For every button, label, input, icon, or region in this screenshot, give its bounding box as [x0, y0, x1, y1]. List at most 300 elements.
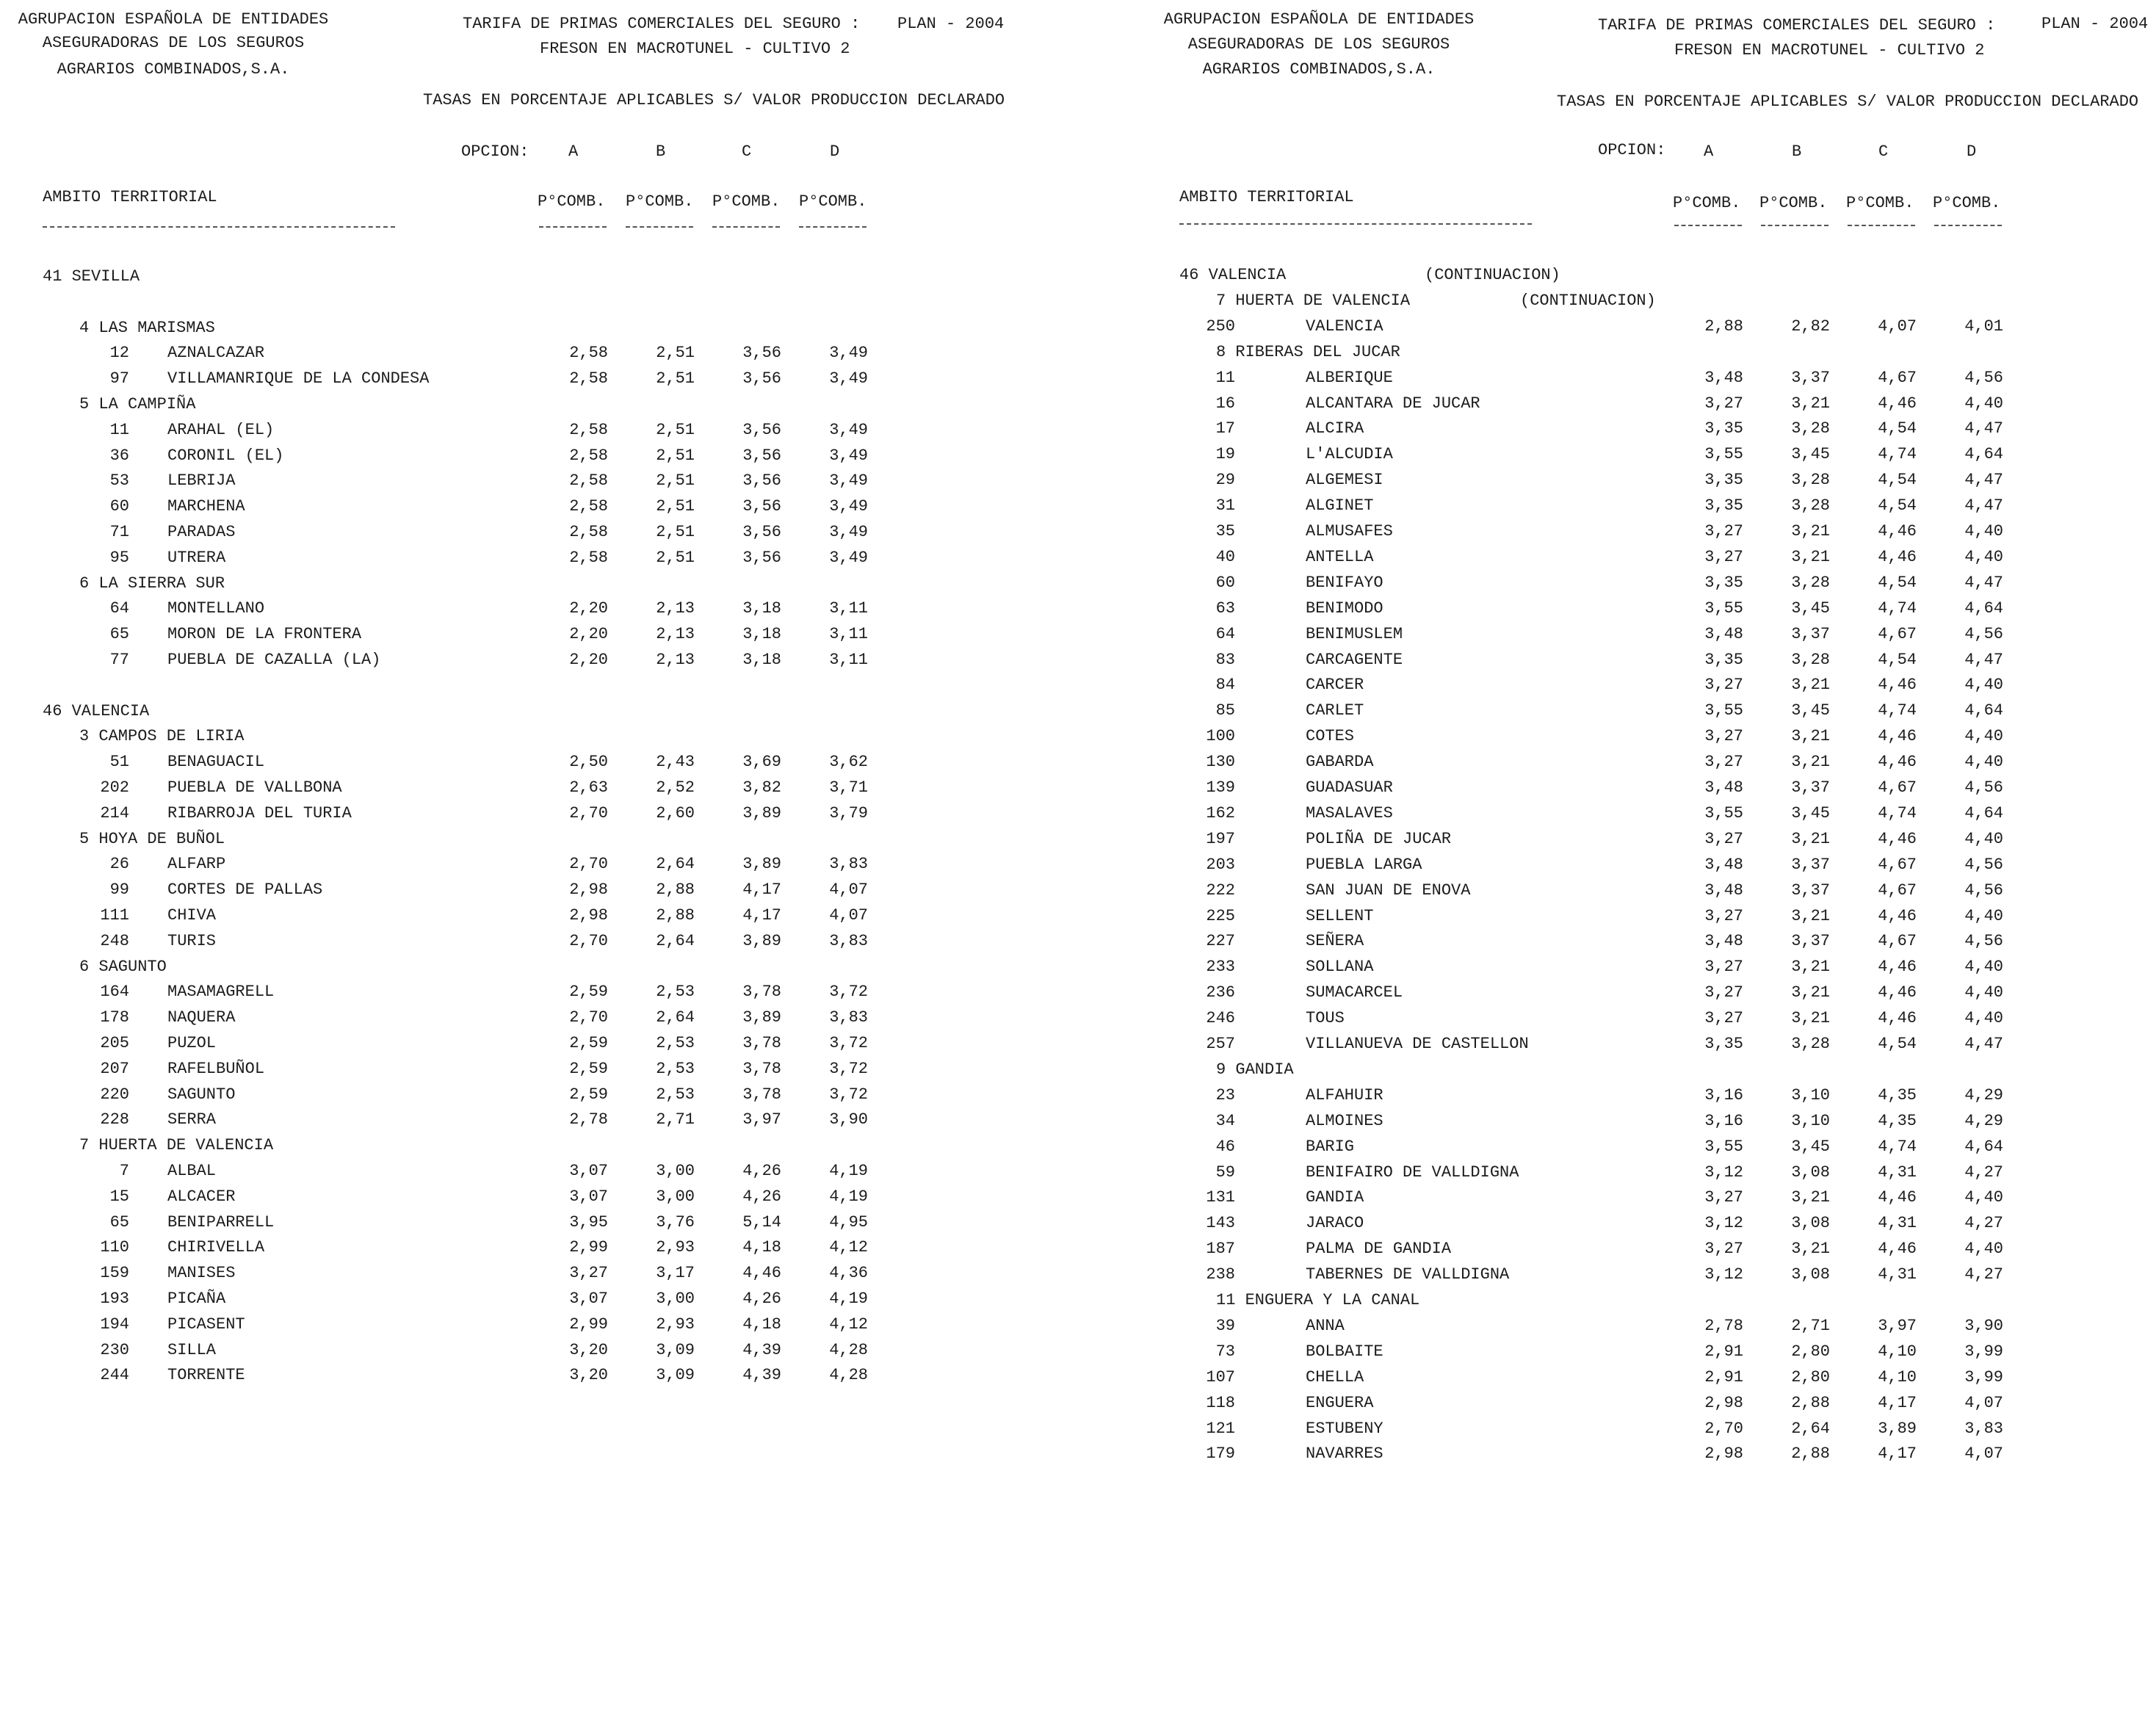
rate-b: 3,45 [1791, 803, 1830, 822]
rate-b: 2,88 [656, 880, 695, 900]
table-row [0, 803, 1078, 828]
rate-a: 3,27 [1704, 1009, 1743, 1028]
rate-a: 3,27 [1704, 394, 1743, 413]
table-row [0, 933, 1078, 955]
municipality-name: BENIFAIRO DE VALLDIGNA [1306, 1162, 1519, 1182]
rate-b: 3,08 [1791, 1214, 1830, 1233]
table-row [1146, 370, 2156, 392]
rate-a: 3,27 [1704, 1240, 1743, 1259]
municipality-name: ALGINET [1306, 496, 1374, 516]
municipality-code: 203 [1206, 855, 1235, 874]
rate-b: 3,28 [1791, 1035, 1830, 1053]
rate-d: 3,72 [829, 1085, 868, 1104]
municipality-code: 71 [109, 523, 129, 541]
rate-c: 4,54 [1878, 496, 1917, 516]
table-row [0, 1265, 1078, 1287]
rate-a: 3,20 [569, 1340, 608, 1359]
table-row [1146, 1215, 2156, 1237]
rate-d: 4,40 [1964, 727, 2003, 746]
municipality-code: 11 [109, 420, 129, 439]
municipality-name: PICASENT [167, 1315, 245, 1334]
municipality-code: 110 [100, 1238, 129, 1257]
rate-b: 3,76 [656, 1212, 695, 1232]
divider-col-c [1848, 225, 1915, 226]
table-row [0, 984, 1078, 1006]
rate-d: 3,49 [829, 369, 868, 388]
municipality-code: 84 [1215, 676, 1235, 695]
rate-c: 3,97 [1878, 1316, 1917, 1335]
rate-b: 3,21 [1791, 547, 1830, 566]
municipality-name: VILLANUEVA DE CASTELLON [1306, 1035, 1529, 1053]
municipality-name: GUADASUAR [1306, 778, 1393, 797]
rate-c: 4,26 [742, 1187, 781, 1206]
rate-b: 2,53 [656, 1059, 695, 1078]
rate-a: 2,98 [569, 880, 608, 900]
municipality-name: MONTELLANO [167, 599, 265, 618]
rate-c: 4,74 [1878, 803, 1917, 822]
rate-d: 3,79 [829, 803, 868, 822]
municipality-name: MANISES [167, 1264, 236, 1283]
rate-b: 2,13 [656, 651, 695, 669]
municipality-code: 111 [100, 906, 129, 925]
rate-b: 3,28 [1791, 573, 1830, 592]
municipality-code: 16 [1215, 394, 1235, 413]
municipality-name: POLIÑA DE JUCAR [1306, 829, 1452, 848]
comarca-name: 7 HUERTA DE VALENCIA [79, 1136, 274, 1155]
rate-c: 4,35 [1878, 1111, 1917, 1130]
table-row [1146, 1318, 2156, 1340]
municipality-code: 178 [100, 1008, 129, 1027]
rate-a: 3,48 [1704, 932, 1743, 951]
table-row [0, 524, 1078, 546]
option-label: OPCION: [461, 142, 529, 161]
municipality-code: 95 [109, 548, 129, 567]
table-row [0, 652, 1078, 674]
rate-d: 4,64 [1964, 701, 2003, 720]
municipality-name: PUZOL [167, 1034, 217, 1052]
rate-d: 4,56 [1964, 855, 2003, 874]
municipality-code: 29 [1215, 471, 1235, 490]
municipality-name: SOLLANA [1306, 958, 1374, 977]
municipality-code: 73 [1215, 1342, 1235, 1361]
rate-c: 3,56 [742, 497, 781, 516]
comarca-row [1146, 293, 2156, 315]
rate-a: 3,55 [1704, 1137, 1743, 1156]
table-row [0, 371, 1078, 393]
rate-b: 2,53 [656, 1034, 695, 1052]
municipality-code: 238 [1206, 1265, 1235, 1284]
rate-d: 4,29 [1964, 1085, 2003, 1104]
municipality-code: 51 [109, 753, 129, 772]
rate-a: 3,27 [1704, 522, 1743, 540]
rate-a: 3,35 [1704, 573, 1743, 592]
table-row [1146, 1344, 2156, 1366]
rate-c: 4,39 [742, 1340, 781, 1359]
table-row [1146, 1085, 2156, 1110]
rate-d: 4,56 [1964, 932, 2003, 951]
rate-d: 4,19 [829, 1187, 868, 1206]
comarca-name: 9 GANDIA [1216, 1060, 1294, 1079]
divider-ambito [43, 226, 395, 228]
rate-d: 4,64 [1964, 1137, 2003, 1156]
municipality-name: SERRA [167, 1110, 217, 1129]
rate-a: 3,27 [1704, 547, 1743, 566]
table-row [1146, 524, 2156, 546]
rate-d: 4,19 [829, 1162, 868, 1180]
rate-b: 2,88 [1791, 1444, 1830, 1464]
rate-b: 3,21 [1791, 753, 1830, 772]
municipality-code: 97 [109, 369, 129, 388]
table-row [1146, 549, 2156, 571]
rate-d: 4,47 [1964, 471, 2003, 490]
option-b: B [656, 142, 666, 161]
rate-d: 4,27 [1964, 1265, 2003, 1284]
option-d: D [830, 142, 840, 161]
rate-c: 3,56 [742, 471, 781, 491]
municipality-code: 60 [109, 497, 129, 516]
municipality-name: ALCACER [167, 1187, 236, 1206]
municipality-name: SAGUNTO [167, 1085, 236, 1104]
table-row [1146, 498, 2156, 520]
org-name-line3: AGRARIOS COMBINADOS,S.A. [57, 60, 290, 79]
comarca-row [0, 397, 1078, 419]
municipality-code: 205 [100, 1034, 129, 1052]
rate-d: 4,40 [1964, 958, 2003, 977]
rate-c: 4,74 [1878, 599, 1917, 618]
rate-d: 3,83 [1964, 1419, 2003, 1438]
rate-b: 2,51 [656, 548, 695, 567]
tariff-title: TARIFA DE PRIMAS COMERCIALES DEL SEGURO : [463, 15, 861, 33]
rate-b: 3,00 [656, 1290, 695, 1308]
rate-b: 3,21 [1791, 676, 1830, 695]
province-name: 46 VALENCIA [43, 701, 150, 720]
rate-b: 3,10 [1791, 1111, 1830, 1130]
rate-a: 2,98 [1704, 1444, 1743, 1464]
rate-b: 2,60 [656, 803, 695, 822]
plan-label: PLAN - 2004 [2041, 15, 2149, 33]
table-row [1146, 908, 2156, 930]
table-row [1146, 880, 2156, 905]
continuation-note: (CONTINUACION) [1520, 291, 1656, 310]
divider-col-b [1761, 225, 1828, 226]
rate-c: 4,18 [742, 1238, 781, 1257]
table-row [1146, 575, 2156, 597]
municipality-name: ALBERIQUE [1306, 368, 1393, 387]
municipality-name: SAN JUAN DE ENOVA [1306, 880, 1471, 900]
rate-b: 3,28 [1791, 496, 1830, 516]
col-header-a: P°COMB. [1673, 194, 1741, 212]
municipality-code: 236 [1206, 983, 1235, 1002]
option-label: OPCION: [1598, 141, 1666, 159]
municipality-code: 164 [100, 983, 129, 1002]
municipality-name: ANNA [1306, 1316, 1345, 1335]
municipality-code: 26 [109, 855, 129, 874]
tariff-title: TARIFA DE PRIMAS COMERCIALES DEL SEGURO : [1598, 16, 1996, 35]
table-row [0, 1035, 1078, 1057]
municipality-code: 121 [1206, 1419, 1235, 1438]
municipality-name: ALBAL [167, 1162, 217, 1180]
municipality-code: 230 [100, 1340, 129, 1359]
municipality-name: ARAHAL (EL) [167, 420, 275, 439]
table-row [1146, 803, 2156, 828]
rate-c: 4,46 [742, 1264, 781, 1283]
rate-a: 2,58 [569, 497, 608, 516]
municipality-name: CARCER [1306, 676, 1364, 695]
org-name-line1: AGRUPACION ESPAÑOLA DE ENTIDADES [18, 10, 329, 29]
table-row [1146, 396, 2156, 418]
rate-c: 4,10 [1878, 1367, 1917, 1386]
rate-a: 3,12 [1704, 1265, 1743, 1284]
table-row [1146, 652, 2156, 674]
rate-d: 4,95 [829, 1212, 868, 1232]
municipality-name: L'ALCUDIA [1306, 445, 1393, 464]
table-row [0, 422, 1078, 444]
rate-d: 4,47 [1964, 650, 2003, 669]
rate-b: 2,53 [656, 983, 695, 1002]
rate-b: 3,21 [1791, 394, 1830, 413]
rate-c: 3,18 [742, 651, 781, 669]
rate-d: 4,40 [1964, 753, 2003, 772]
municipality-code: 131 [1206, 1188, 1235, 1207]
rate-b: 3,21 [1791, 727, 1830, 746]
rate-d: 3,49 [829, 420, 868, 439]
municipality-name: TOUS [1306, 1009, 1345, 1028]
rate-c: 4,10 [1878, 1342, 1917, 1361]
blank-row [0, 294, 1078, 317]
rate-a: 2,91 [1704, 1342, 1743, 1361]
rate-a: 3,16 [1704, 1085, 1743, 1104]
table-row [0, 1212, 1078, 1237]
rate-a: 3,35 [1704, 471, 1743, 490]
rate-b: 3,45 [1791, 599, 1830, 618]
rate-b: 3,37 [1791, 624, 1830, 643]
municipality-code: 228 [100, 1110, 129, 1129]
municipality-name: PUEBLA LARGA [1306, 855, 1422, 874]
table-row [1146, 1367, 2156, 1392]
rate-b: 2,64 [656, 931, 695, 950]
municipality-code: 179 [1206, 1444, 1235, 1464]
rate-d: 4,40 [1964, 1240, 2003, 1259]
rate-d: 4,40 [1964, 522, 2003, 540]
table-row [0, 1189, 1078, 1211]
rate-b: 2,64 [656, 1008, 695, 1027]
rate-a: 2,70 [569, 1008, 608, 1027]
municipality-code: 17 [1215, 419, 1235, 438]
rate-a: 2,98 [569, 906, 608, 925]
rate-b: 2,52 [656, 778, 695, 797]
rate-a: 2,99 [569, 1238, 608, 1257]
rate-c: 4,54 [1878, 471, 1917, 490]
rate-a: 3,27 [1704, 1188, 1743, 1207]
rate-a: 2,70 [1704, 1419, 1743, 1438]
rate-a: 3,07 [569, 1162, 608, 1180]
municipality-code: 233 [1206, 958, 1235, 977]
rate-b: 3,37 [1791, 368, 1830, 387]
rate-b: 2,80 [1791, 1342, 1830, 1361]
rate-b: 3,17 [656, 1264, 695, 1283]
municipality-name: AZNALCAZAR [167, 344, 265, 363]
table-row [1146, 780, 2156, 802]
municipality-code: 64 [1215, 624, 1235, 643]
rate-c: 3,56 [742, 548, 781, 567]
municipality-code: 159 [100, 1264, 129, 1283]
rate-c: 4,46 [1878, 547, 1917, 566]
rate-d: 4,40 [1964, 547, 2003, 566]
municipality-name: PUEBLA DE CAZALLA (LA) [167, 651, 381, 669]
rate-c: 3,56 [742, 523, 781, 541]
rate-a: 2,58 [569, 471, 608, 491]
col-header-b: P°COMB. [1759, 194, 1828, 212]
rate-b: 2,51 [656, 523, 695, 541]
rate-d: 4,47 [1964, 573, 2003, 592]
province-row [0, 701, 1078, 726]
municipality-code: 187 [1206, 1240, 1235, 1259]
rate-c: 4,17 [742, 880, 781, 900]
table-row [0, 780, 1078, 802]
rate-b: 3,21 [1791, 829, 1830, 848]
rate-d: 4,19 [829, 1290, 868, 1308]
table-row [0, 473, 1078, 495]
municipality-code: 46 [1215, 1137, 1235, 1156]
option-c: C [1878, 142, 1889, 161]
municipality-code: 35 [1215, 522, 1235, 540]
rate-b: 3,09 [656, 1366, 695, 1385]
table-row [1146, 421, 2156, 443]
rate-d: 4,40 [1964, 906, 2003, 925]
rate-b: 3,45 [1791, 1137, 1830, 1156]
rate-d: 3,83 [829, 1008, 868, 1027]
rate-c: 4,26 [742, 1290, 781, 1308]
rate-b: 2,88 [656, 906, 695, 925]
rate-a: 2,70 [569, 855, 608, 874]
rate-a: 2,78 [569, 1110, 608, 1129]
option-d: D [1967, 142, 1977, 161]
option-b: B [1792, 142, 1802, 161]
rate-d: 4,40 [1964, 1188, 2003, 1207]
rate-d: 3,49 [829, 344, 868, 363]
rate-d: 4,07 [1964, 1444, 2003, 1464]
table-row [1146, 1010, 2156, 1033]
org-name-line1: AGRUPACION ESPAÑOLA DE ENTIDADES [1163, 10, 1475, 29]
rate-c: 3,89 [742, 931, 781, 950]
rate-b: 2,43 [656, 753, 695, 772]
rate-d: 3,49 [829, 446, 868, 465]
table-row [0, 1317, 1078, 1339]
rate-b: 3,21 [1791, 1188, 1830, 1207]
municipality-name: CORONIL (EL) [167, 446, 284, 465]
rate-d: 3,71 [829, 778, 868, 797]
rate-a: 3,35 [1704, 419, 1743, 438]
rate-d: 4,27 [1964, 1162, 2003, 1182]
col-header-c: P°COMB. [1846, 194, 1914, 212]
table-row [0, 1112, 1078, 1134]
rate-a: 2,63 [569, 778, 608, 797]
rate-d: 3,90 [1964, 1316, 2003, 1335]
rate-d: 4,12 [829, 1315, 868, 1334]
rate-d: 3,49 [829, 548, 868, 567]
municipality-name: MASAMAGRELL [167, 983, 275, 1002]
rate-a: 3,12 [1704, 1214, 1743, 1233]
municipality-name: PICAÑA [167, 1290, 226, 1308]
municipality-name: BENIMODO [1306, 599, 1383, 618]
table-row [0, 601, 1078, 623]
rate-d: 3,62 [829, 753, 868, 772]
table-row [1146, 1446, 2156, 1468]
rate-c: 3,56 [742, 446, 781, 465]
rate-a: 3,48 [1704, 778, 1743, 797]
rate-c: 4,67 [1878, 855, 1917, 874]
rate-a: 3,27 [1704, 753, 1743, 772]
rate-b: 3,37 [1791, 855, 1830, 874]
rate-d: 4,64 [1964, 803, 2003, 822]
rate-b: 2,93 [656, 1238, 695, 1257]
rate-b: 2,51 [656, 369, 695, 388]
rate-d: 3,49 [829, 471, 868, 491]
rate-c: 4,18 [742, 1315, 781, 1334]
table-row [1146, 728, 2156, 751]
rate-b: 3,21 [1791, 1240, 1830, 1259]
rate-c: 4,39 [742, 1366, 781, 1385]
table-row [0, 1240, 1078, 1262]
municipality-code: 207 [100, 1059, 129, 1078]
comarca-name: 5 LA CAMPIÑA [79, 395, 196, 413]
rate-b: 3,37 [1791, 880, 1830, 900]
org-name-line2: ASEGURADORAS DE LOS SEGUROS [1187, 35, 1450, 54]
rate-a: 2,58 [569, 344, 608, 363]
divider-ambito [1179, 223, 1532, 225]
municipality-name: SUMACARCEL [1306, 983, 1403, 1002]
rate-d: 3,72 [829, 1059, 868, 1078]
rate-b: 3,45 [1791, 445, 1830, 464]
option-c: C [742, 142, 752, 161]
table-row [0, 499, 1078, 521]
rate-c: 4,46 [1878, 727, 1917, 746]
comarca-name: 7 HUERTA DE VALENCIA [1216, 291, 1411, 310]
rate-a: 2,58 [569, 548, 608, 567]
municipality-code: 250 [1206, 317, 1235, 336]
rate-c: 4,54 [1878, 419, 1917, 438]
rate-c: 3,89 [742, 855, 781, 874]
table-row [0, 908, 1078, 930]
divider-col-d [799, 226, 867, 228]
province-row [1146, 267, 2156, 289]
rate-a: 3,27 [1704, 983, 1743, 1002]
municipality-name: BENIFAYO [1306, 573, 1383, 592]
rate-a: 3,20 [569, 1366, 608, 1385]
rate-a: 3,55 [1704, 599, 1743, 618]
table-row [0, 1163, 1078, 1185]
org-name-line2: ASEGURADORAS DE LOS SEGUROS [42, 34, 305, 52]
comarca-name: 4 LAS MARISMAS [79, 318, 215, 337]
rate-b: 3,10 [1791, 1085, 1830, 1104]
rate-c: 3,82 [742, 778, 781, 797]
municipality-name: ALCIRA [1306, 419, 1364, 438]
comarca-row [0, 959, 1078, 981]
municipality-name: ALMOINES [1306, 1111, 1383, 1130]
rate-d: 4,28 [829, 1366, 868, 1385]
rate-c: 4,54 [1878, 573, 1917, 592]
rate-a: 3,35 [1704, 496, 1743, 516]
municipality-name: CHIRIVELLA [167, 1238, 265, 1257]
rate-c: 4,67 [1878, 778, 1917, 797]
rate-c: 3,18 [742, 599, 781, 618]
municipality-name: RIBARROJA DEL TURIA [167, 803, 352, 822]
municipality-name: ANTELLA [1306, 547, 1374, 566]
comarca-name: 3 CAMPOS DE LIRIA [79, 727, 245, 746]
rate-a: 2,59 [569, 1085, 608, 1104]
municipality-code: 214 [100, 803, 129, 822]
divider-col-c [712, 226, 780, 228]
